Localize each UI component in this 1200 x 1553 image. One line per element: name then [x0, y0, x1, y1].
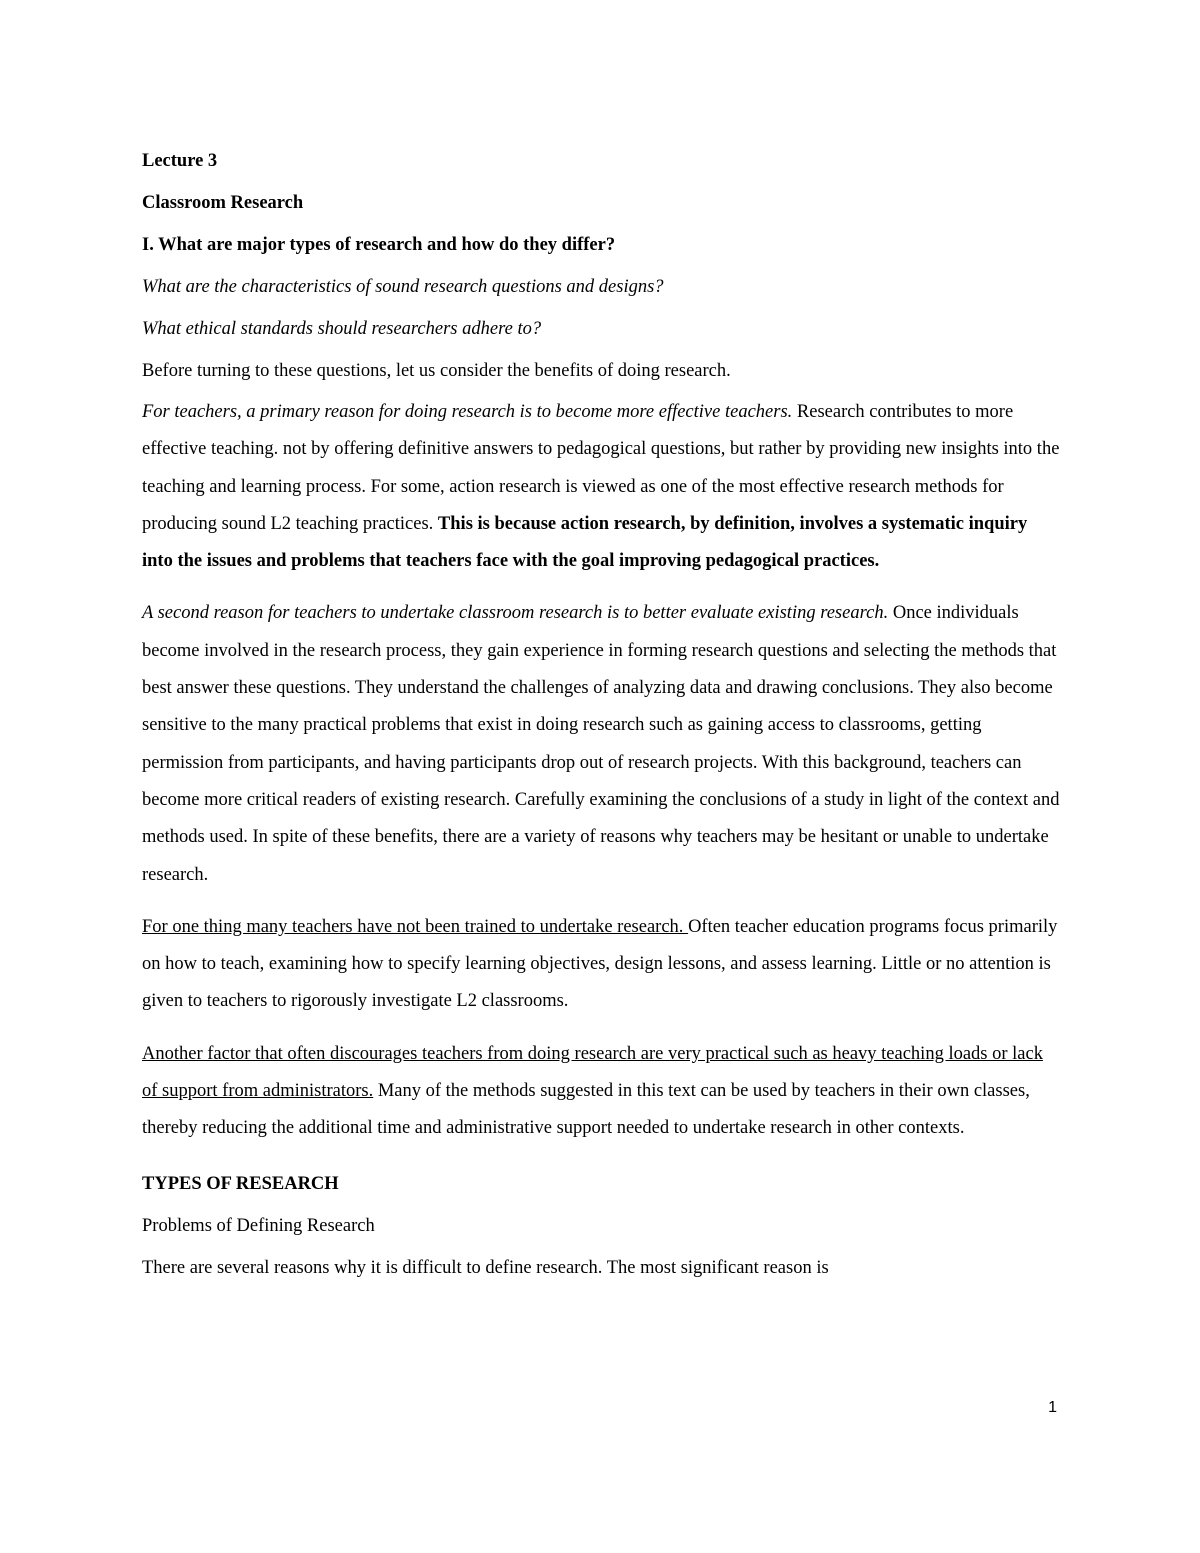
- intro-text: Before turning to these questions, let us consider the benefits of doing research.: [142, 361, 731, 381]
- paragraph-4-lead: Another factor that often discourages teachers from doing research are very practical such as heavy teaching loads or lack of support from administrators.: [142, 1043, 1043, 1102]
- paragraph-1-bold: This is because action research, by definition, involves a systematic inquiry into the issues and problems that teachers face with the goal improving pedagogical practices.: [142, 513, 1028, 572]
- lecture-subtitle: Classroom Research: [142, 193, 304, 213]
- question-3: What ethical standards should researchers adhere to?: [142, 319, 542, 339]
- paragraph-3-lead: For one thing many teachers have not been trained to undertake research.: [142, 916, 689, 937]
- page-number: 1: [1048, 1399, 1057, 1416]
- paragraph-4-body: Many of the methods suggested in this text can be used by teachers in their own classes, thereby reducing the additional time and administrative support needed to undertake research in other contexts.: [142, 1081, 1030, 1139]
- section-heading: TYPES OF RESEARCH: [142, 1173, 339, 1194]
- paragraph-1-body: Research contributes to more effective teaching. not by offering definitive answers to pedagogical questions, but rather by providing new insights into the teaching and learning process. For some, action research is viewed as one of the most effective research methods for producing sound L2 teaching practices.: [142, 402, 1060, 534]
- paragraph-4: [142, 1036, 1062, 1148]
- final-line: There are several reasons why it is difficult to define research. The most significant reason is: [142, 1257, 829, 1278]
- paragraph-1-lead: For teachers, a primary reason for doing research is to become more effective teachers.: [142, 402, 793, 422]
- question-heading: I. What are major types of research and how do they differ?: [142, 235, 616, 255]
- question-2: What are the characteristics of sound research questions and designs?: [142, 277, 664, 297]
- paragraph-3-body: Often teacher education programs focus primarily on how to teach, examining how to specify learning objectives, design lessons, and assess learning. Little or no attention is given to teachers to rigorously investigate L2 classrooms.: [142, 916, 1058, 1012]
- paragraph-2: [142, 595, 1062, 893]
- paragraph-2-lead: A second reason for teachers to undertake classroom research is to better evaluate existing research.: [142, 603, 889, 624]
- paragraph-3: [142, 909, 1062, 1021]
- lecture-title: Lecture 3: [142, 151, 218, 171]
- paragraph-2-body: Once individuals become involved in the research process, they gain experience in forming research questions and selecting the methods that best answer these questions. They understand the challenges of analyzing data and drawing conclusions. They also become sensitive to the many practical problems that exist in doing research such as gaining access to classrooms, getting permission from participants, and having participants drop out of research projects. With this background, teachers can become more critical readers of existing research. Carefully examining the conclusions of a study in light of the context and methods used. In spite of these benefits, there are a variety of reasons why teachers may be hesitant or unable to undertake research.: [142, 603, 1060, 885]
- paragraph-1: [142, 394, 1062, 580]
- document-body: [142, 140, 1062, 1289]
- section-subheading: Problems of Defining Research: [142, 1215, 375, 1236]
